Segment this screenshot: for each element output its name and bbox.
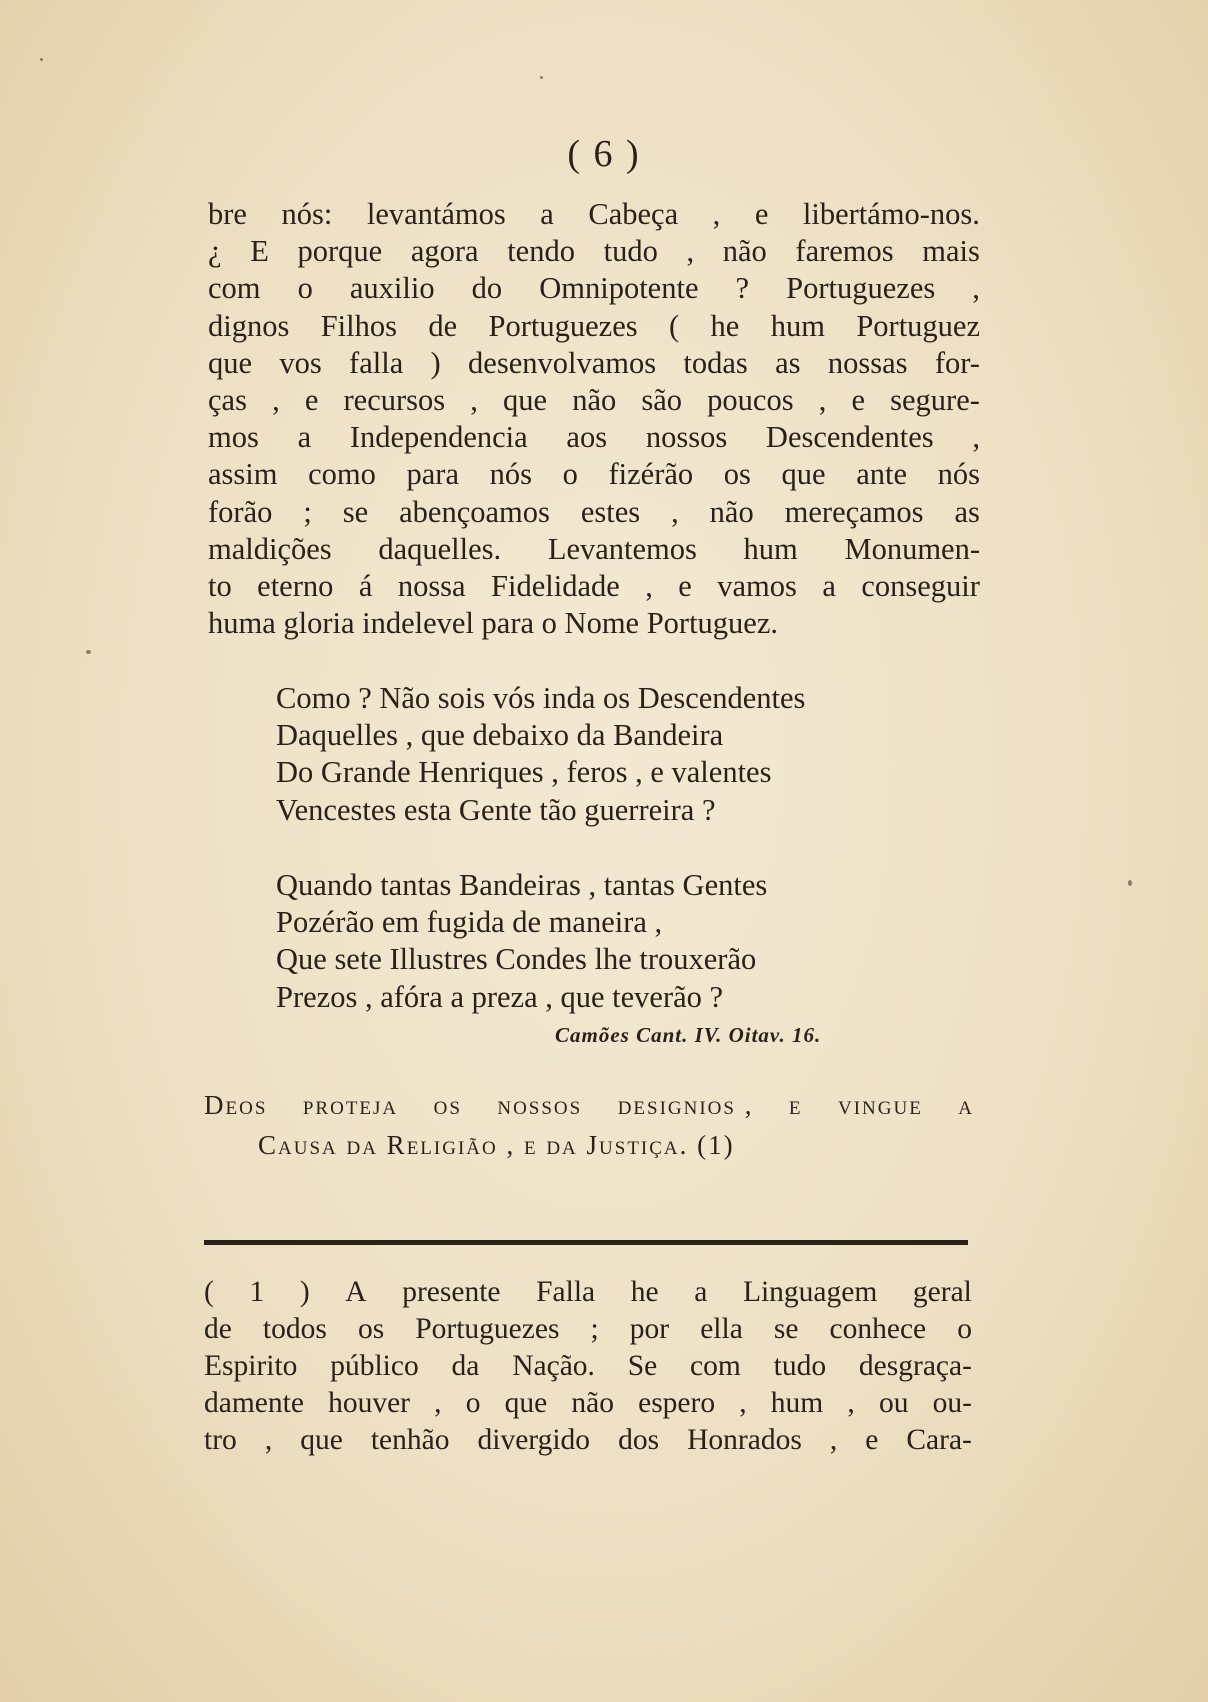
footnote-line: damente houver , o que não espero , hum , ou ou- [204, 1387, 972, 1419]
body-line: forão ; se abençoamos estes , não mereçamos as [208, 494, 980, 529]
verse-line: Quando tantas Bandeiras , tantas Gentes [276, 868, 768, 902]
verse-line: Vencestes esta Gente tão guerreira ? [276, 792, 716, 827]
page-number: ( 6 ) [567, 133, 641, 175]
footnote [204, 1274, 972, 1459]
body-line: bre nós: levantámos a Cabeça , e libertámo-nos. [208, 197, 980, 231]
motto-word: a [958, 1090, 974, 1120]
motto-word: vingue [837, 1090, 923, 1120]
footnote-line: ( 1 ) A presente Falla he a Linguagem geral [204, 1276, 972, 1308]
paper-speck [40, 58, 43, 61]
body-line: mos a Independencia aos nossos Descendentes , [208, 420, 980, 455]
verse-line: Que sete Illustres Condes lhe trouxerão [276, 942, 757, 977]
paper-speck [86, 650, 91, 654]
footnote-rule [204, 1240, 968, 1245]
body-line: to eterno á nossa Fidelidade , e vamos a conseguir [208, 569, 980, 604]
verse-line: Do Grande Henriques , feros , e valentes [276, 755, 772, 790]
body-line: que vos falla ) desenvolvamos todas as nossas for- [208, 345, 980, 380]
motto-word: e [788, 1090, 803, 1120]
paper-speck [1128, 880, 1132, 886]
body-line: assim como para nós o fizérão os que ante nós [208, 457, 980, 492]
body-line: dignos Filhos de Portuguezes ( he hum Portuguez [208, 308, 980, 343]
motto-word: Deos [204, 1090, 268, 1120]
verse-line: Como ? Não sois vós inda os Descendentes [276, 681, 806, 715]
motto-word: nossos [497, 1090, 583, 1120]
verse-line: Daquelles , que debaixo da Bandeira [276, 718, 724, 753]
footnote-line: Espirito público da Nação. Se com tudo desgraça- [204, 1350, 972, 1382]
verse-stanza-2 [276, 867, 976, 1016]
body-line: huma gloria indelevel para o Nome Portuguez. [208, 606, 778, 641]
body-line: ças , e recursos , que não são poucos , e segure- [208, 383, 980, 418]
paper-speck [540, 76, 543, 79]
motto-line-2: Causa da Religião , e da Justiça. (1) [258, 1130, 735, 1160]
verse-citation: Camões Cant. IV. Oitav. 16. [555, 1023, 822, 1047]
footnote-line: de todos os Portuguezes ; por ella se conhece o [204, 1313, 972, 1345]
verse-stanza-1 [276, 680, 976, 829]
body-line: maldições daquelles. Levantemos hum Monumen- [208, 531, 980, 566]
body-line: ¿ E porque agora tendo tudo , não faremos mais [208, 234, 980, 269]
motto-word: designios , [617, 1090, 754, 1120]
body-text [208, 196, 980, 642]
footnote-line: tro , que tenhão divergido dos Honrados , e Cara- [204, 1424, 972, 1456]
motto-word: os [433, 1090, 462, 1120]
verse-line: Pozérão em fugida de maneira , [276, 905, 663, 940]
motto-line-1 [204, 1090, 974, 1121]
body-line: com o auxilio do Omnipotente ? Portuguezes , [208, 271, 980, 306]
verse-line: Prezos , afóra a preza , que teverão ? [276, 979, 724, 1014]
motto-word: proteja [302, 1090, 399, 1120]
